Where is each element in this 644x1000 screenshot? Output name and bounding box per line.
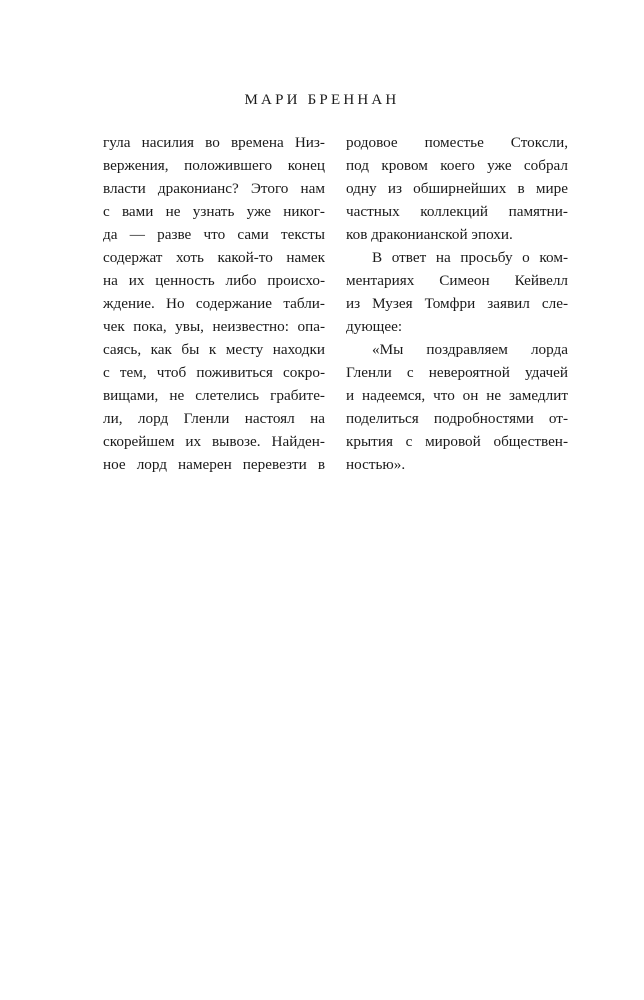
running-head-author: МАРИ БРЕННАН: [244, 92, 400, 108]
text-line: крытия с мировой обществен-: [346, 433, 568, 450]
text-line: и надеемся, что он не замедлит: [346, 387, 568, 404]
text-line: скорейшем их вывозе. Найден-: [103, 433, 325, 450]
text-line: чек пока, увы, неизвестно: опа-: [103, 318, 325, 335]
text-line: под кровом коего уже собрал: [346, 157, 568, 174]
text-line: дующее:: [346, 318, 403, 335]
text-line: из Музея Томфри заявил сле-: [346, 295, 568, 312]
text-line: власти драконианс? Этого нам: [103, 180, 325, 197]
text-line: частных коллекций памятни-: [346, 203, 568, 220]
text-column-left: [103, 131, 325, 476]
text-line: вищами, не слетелись грабите-: [103, 387, 325, 404]
text-line: родовое поместье Стоксли,: [346, 134, 568, 151]
text-column-right: [346, 131, 568, 476]
text-line: содержат хоть какой-то намек: [103, 249, 325, 266]
text-line: поделиться подробностями от-: [346, 410, 568, 427]
text-line: гула насилия во времена Низ-: [103, 134, 325, 151]
text-line: на их ценность либо происхо-: [103, 272, 325, 289]
paragraph-response: [346, 246, 568, 338]
text-line: В ответ на просьбу о ком-: [372, 249, 568, 266]
text-line: «Мы поздравляем лорда: [372, 341, 568, 358]
text-line: саясь, как бы к месту находки: [103, 341, 325, 358]
text-line: с тем, чтоб поживиться сокро-: [103, 364, 325, 381]
text-line: ждение. Но содержание табли-: [103, 295, 325, 312]
text-line: ментариях Симеон Кейвелл: [346, 272, 568, 289]
text-line: да — разве что сами тексты: [103, 226, 325, 243]
text-line: Гленли с невероятной удачей: [346, 364, 568, 381]
paragraph-estate: [346, 131, 568, 246]
text-line: ков драконианской эпохи.: [346, 226, 513, 243]
text-line: ли, лорд Гленли настоял на: [103, 410, 325, 427]
text-line: ное лорд намерен перевезти в: [103, 456, 325, 473]
paragraph-quote: [346, 338, 568, 476]
text-line: с вами не узнать уже никог-: [103, 203, 325, 220]
text-line: ностью».: [346, 456, 406, 473]
text-line: вержения, положившего конец: [103, 157, 325, 174]
text-line: одну из обширнейших в мире: [346, 180, 568, 197]
